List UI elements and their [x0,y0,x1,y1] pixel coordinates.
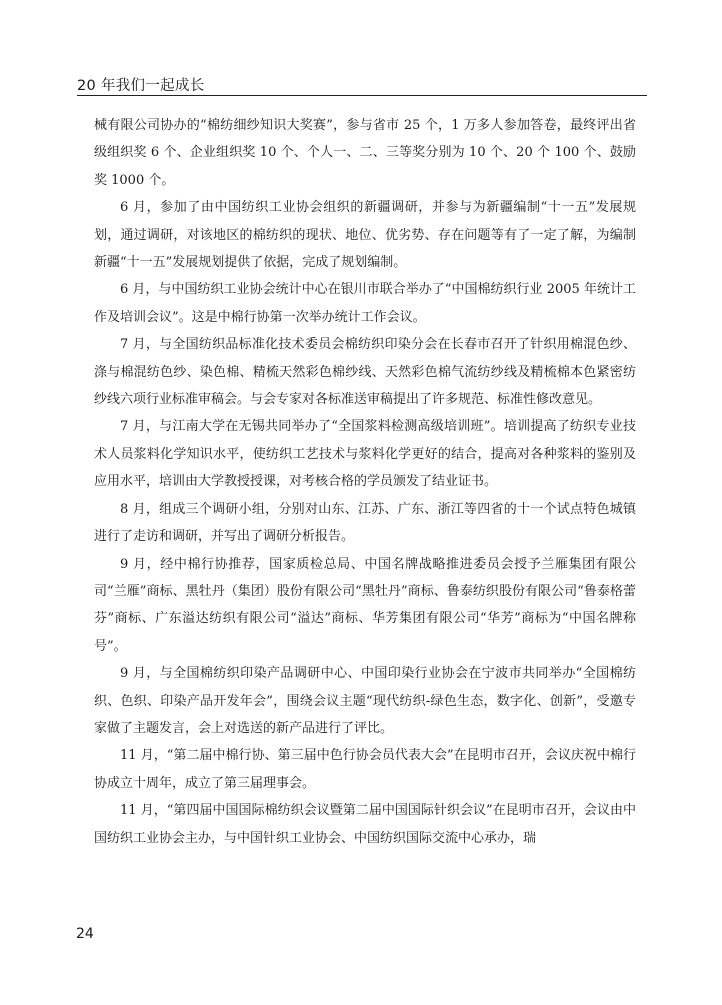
paragraph: 9 月，与全国棉纺织印染产品调研中心、中国印染行业协会在宁波市共同举办“全国棉纺织、色织、印染产品开发年会”，围绕会议主题“现代纺织-绿色生态，数字化、创新”，受邀专家做了主题发言，会上对选送的新产品进行了评比。 [94,666,636,736]
paragraph: 9 月，经中棉行协推荐，国家质检总局、中国名牌战略推进委员会授予兰雁集团有限公司“兰雁”商标、黑牡丹（集团）股份有限公司“黑牡丹”商标、鲁泰纺织股份有限公司“鲁泰格蕾芬”商标、广东溢达纺织有限公司“溢达”商标、华芳集团有限公司“华芳”商标为“中国名牌称号”。 [94,556,636,654]
paragraph: 械有限公司协办的“棉纺细纱知识大奖赛”，参与省市 25 个，1 万多人参加答卷，最终评出省级组织奖 6 个、企业组织奖 10 个、个人一、二、三等奖分别为 10 个、20 个 100 个、鼓励奖 1000 个。 [94,118,636,188]
paragraph: 11 月，“第四届中国国际棉纺织会议暨第二届中国国际针织会议”在昆明市召开，会议由中国纺织工业协会主办，与中国针织工业协会、中国纺织国际交流中心承办，瑞 [94,803,636,846]
header-divider [77,95,647,96]
paragraph: 8 月，组成三个调研小组，分别对山东、江苏、广东、浙江等四省的十一个试点特色城镇进行了走访和调研，并写出了调研分析报告。 [94,501,636,545]
paragraph: 6 月，与中国纺织工业协会统计中心在银川市联合举办了“中国棉纺织行业 2005 年统计工作及培训会议”。这是中棉行协第一次举办统计工作会议。 [94,282,636,325]
running-header-title: 20 年我们一起成长 [77,78,205,94]
paragraph: 11 月，“第二届中棉行协、第三届中色行协会员代表大会”在昆明市召开，会议庆祝中棉行协成立十周年，成立了第三届理事会。 [94,748,636,791]
page-number: 24 [76,926,94,942]
paragraph: 7 月，与江南大学在无锡共同举办了“全国浆料检测高级培训班”。培训提高了纺织专业技术人员浆料化学知识水平，使纺织工艺技术与浆料化学更好的结合，提高对各种浆料的鉴别及应用水平，培训由大学教授授课，对考核合格的学员颁发了结业证书。 [94,419,636,490]
paragraph: 6 月，参加了由中国纺织工业协会组织的新疆调研，并参与为新疆编制“十一五”发展规划，通过调研，对该地区的棉纺织的现状、地位、优劣势、存在问题等有了一定了解，为编制新疆“十一五”发展规划提供了依据，完成了规划编制。 [94,200,636,271]
body-text [94,112,636,852]
paragraph: 7 月，与全国纺织品标准化技术委员会棉纺织印染分会在长春市召开了针织用棉混色纱、涤与棉混纺色纱、染色棉、精梳天然彩色棉纱线、天然彩色棉气流纺纱线及精梳棉本色紧密纺纱线六项行业标准审稿会。与会专家对各标准送审稿提出了许多规范、标准性修改意见。 [94,337,636,408]
